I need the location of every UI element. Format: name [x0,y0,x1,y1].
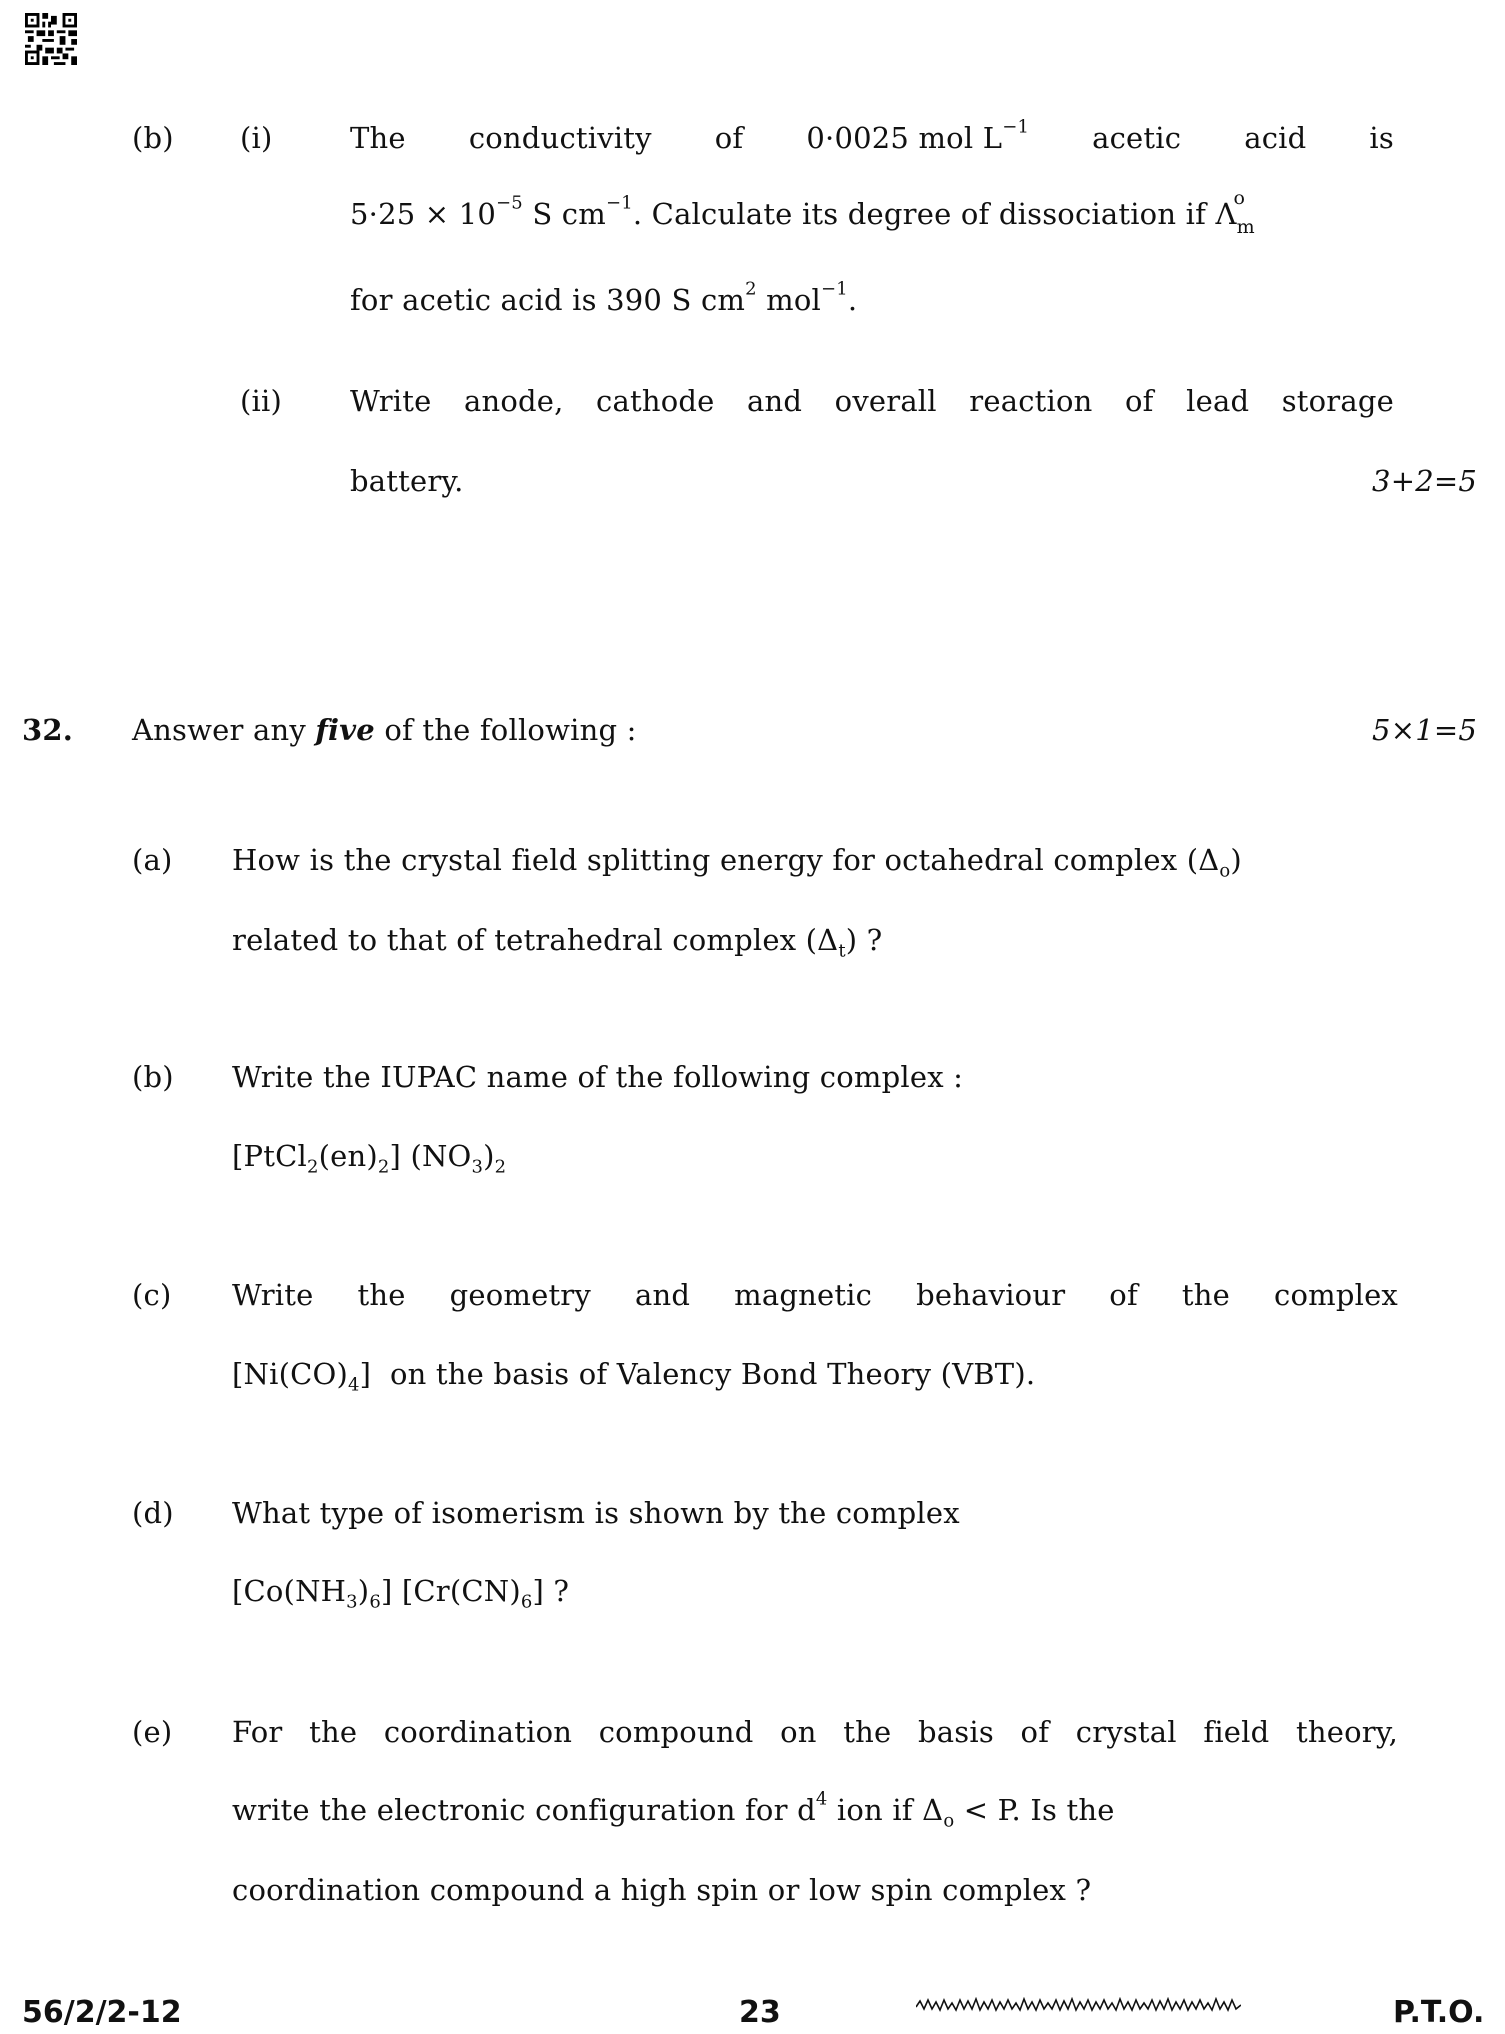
q31b-i-line1: The conductivity of 0·0025 mol $L^{-1}$ acetic acid is [350,116,1394,155]
item-a-line2: related to that of tetrahedral complex $(\Delta_t)$ ? [232,923,883,962]
item-e-line2: write the electronic configuration for $d^4$ ion if $\Delta_o < P$. Is the [232,1788,1115,1832]
question-number: 32. [22,713,74,747]
marks-label: 5×1=5 [1372,713,1477,747]
chemical-formula: $[Co(NH_3)_6]$ $[Cr(CN)_6]$ ? [232,1574,570,1613]
q31b-i-line2: $5\cdot 25 \times 10^{-5}$ S $cm^{-1}$. Calculate its degree of dissociation if Λ o $_m$ [350,187,1255,238]
item-b-line1: Write the IUPAC name of the following complex : [232,1060,964,1094]
marks-label: 3+2=5 [1372,464,1477,498]
item-c-line1: Write the geometry and magnetic behaviour of the complex [232,1278,1398,1312]
q31b-ii-line2: battery. [350,464,464,498]
item-e-line3: coordination compound a high spin or low spin complex ? [232,1873,1092,1907]
chemical-formula: $[Ni(CO)_4]$ [232,1357,372,1396]
subpart-label: (i) [240,121,273,155]
item-label: (a) [132,843,173,877]
item-label: (d) [132,1496,174,1530]
lambda-m-symbol: Λ o $_m$ [1215,187,1255,238]
item-label: (c) [132,1278,172,1312]
item-a-line1: How is the crystal field splitting energy for octahedral complex $(\Delta_o)$ [232,843,1242,882]
page-turn-note: P.T.O. [1393,1995,1485,2030]
item-label: (e) [132,1715,173,1749]
question-part-label: (b) [132,121,174,155]
question-intro: Answer any five of the following : [132,713,637,747]
item-c-line2: $[Ni(CO)_4]$ on the basis of Valency Bond Theory (VBT). [232,1357,1036,1396]
paper-code: 56/2/2-12 [22,1995,182,2030]
q31b-i-line3: for acetic acid is 390 S $cm^2$ mol$^{-1}$. [350,278,858,317]
item-e-line1: For the coordination compound on the basis of crystal field theory, [232,1715,1398,1749]
item-d-line1: What type of isomerism is shown by the complex [232,1496,960,1530]
chemical-formula: $[PtCl_2(en)_2]$ $(NO_3)_2$ [232,1139,507,1178]
qr-code-icon [24,13,78,65]
item-label: (b) [132,1060,174,1094]
subpart-label: (ii) [240,384,282,418]
q31b-ii-line1: Write anode, cathode and overall reaction of lead storage [350,384,1394,418]
wavy-separator-icon [916,1997,1241,2013]
page-number: 23 [739,1995,781,2030]
